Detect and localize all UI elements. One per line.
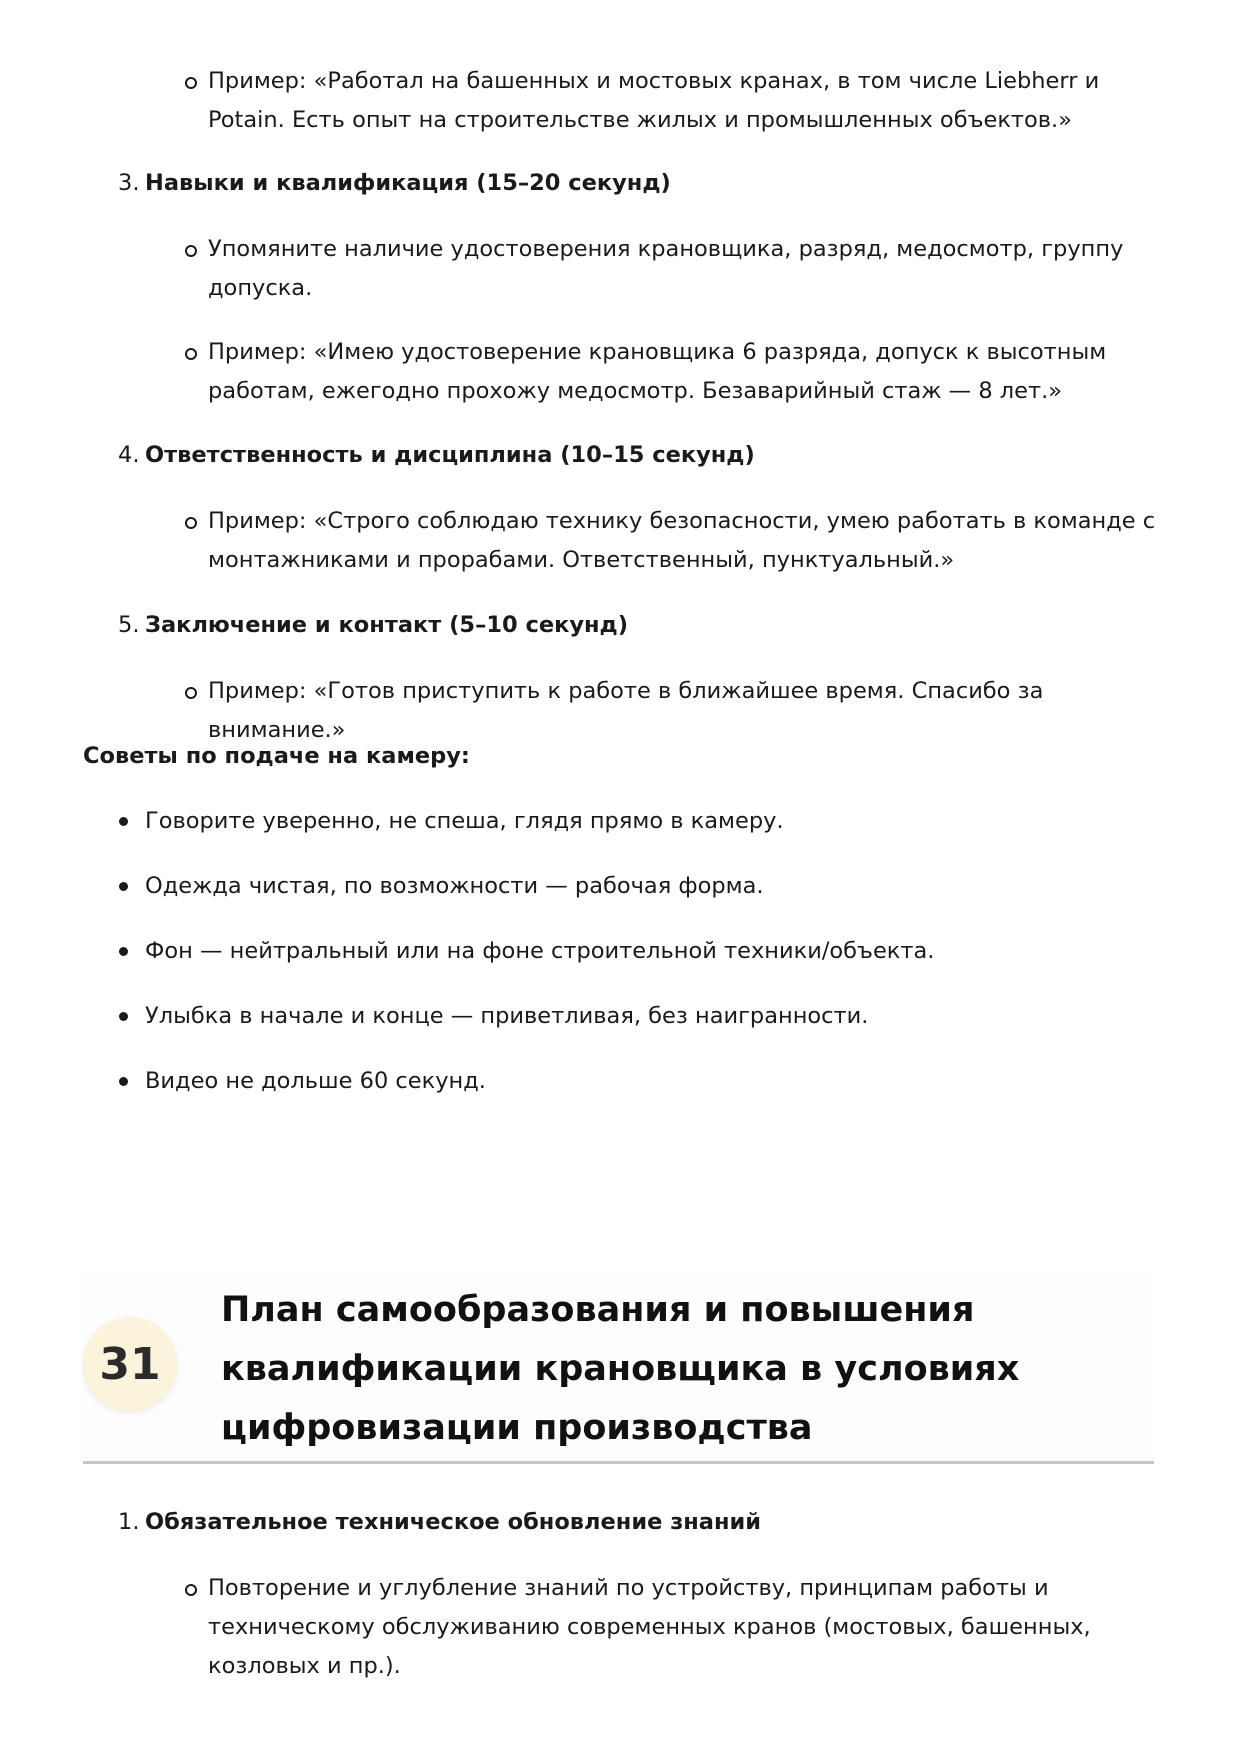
list-item: Пример: «Строго соблюдаю технику безопасности, умею работать в команде с монтажниками и прорабами. Ответственный, пунктуальный.» — [208, 502, 1168, 580]
numbered-item-3: 3. Навыки и квалификация (15–20 секунд) — [118, 170, 671, 196]
circle-bullet-icon — [185, 517, 197, 529]
tip-item: Улыбка в начале и конце — приветливая, без наигранности. — [145, 997, 868, 1036]
list-item: Повторение и углубление знаний по устройству, принципам работы и техническому обслуживанию современных кранов (мостовых, башенных, козловых и пр.). — [208, 1569, 1168, 1686]
numbered-item-4: 4. Ответственность и дисциплина (10–15 секунд) — [118, 442, 755, 468]
bullet-icon — [119, 882, 128, 891]
bullet-icon — [119, 947, 128, 956]
list-item: Пример: «Имею удостоверение крановщика 6 разряда, допуск к высотным работам, ежегодно прохожу медосмотр. Безаварийный стаж — 8 лет.» — [208, 333, 1168, 411]
bullet-icon — [119, 1077, 128, 1086]
list-item: Пример: «Готов приступить к работе в ближайшее время. Спасибо за внимание.» — [208, 672, 1168, 750]
bullet-icon — [119, 1012, 128, 1021]
chapter-number-badge: 31 — [83, 1317, 177, 1411]
tip-item: Видео не дольше 60 секунд. — [145, 1062, 486, 1101]
tip-item: Одежда чистая, по возможности — рабочая форма. — [145, 867, 764, 906]
chapter-header — [83, 1275, 1154, 1464]
circle-bullet-icon — [185, 77, 197, 89]
circle-bullet-icon — [185, 348, 197, 360]
circle-bullet-icon — [185, 1584, 197, 1596]
numbered-item-5: 5. Заключение и контакт (5–10 секунд) — [118, 612, 629, 638]
circle-bullet-icon — [185, 687, 197, 699]
numbered-item-1: 1. Обязательное техническое обновление знаний — [118, 1509, 762, 1535]
tip-item: Фон — нейтральный или на фоне строительной техники/объекта. — [145, 932, 934, 971]
list-item: Пример: «Работал на башенных и мостовых кранах, в том числе Liebherr и Potain. Есть опыт на строительстве жилых и промышленных объектов.» — [208, 62, 1168, 140]
chapter-title: План самообразования и повышения квалификации крановщика в условиях цифровизации производства — [221, 1290, 1020, 1448]
tips-heading: Советы по подаче на камеру: — [83, 743, 470, 769]
circle-bullet-icon — [185, 245, 197, 257]
list-item: Упомяните наличие удостоверения крановщика, разряд, медосмотр, группу допуска. — [208, 230, 1168, 308]
bullet-icon — [119, 817, 128, 826]
tip-item: Говорите уверенно, не спеша, глядя прямо в камеру. — [145, 802, 784, 841]
